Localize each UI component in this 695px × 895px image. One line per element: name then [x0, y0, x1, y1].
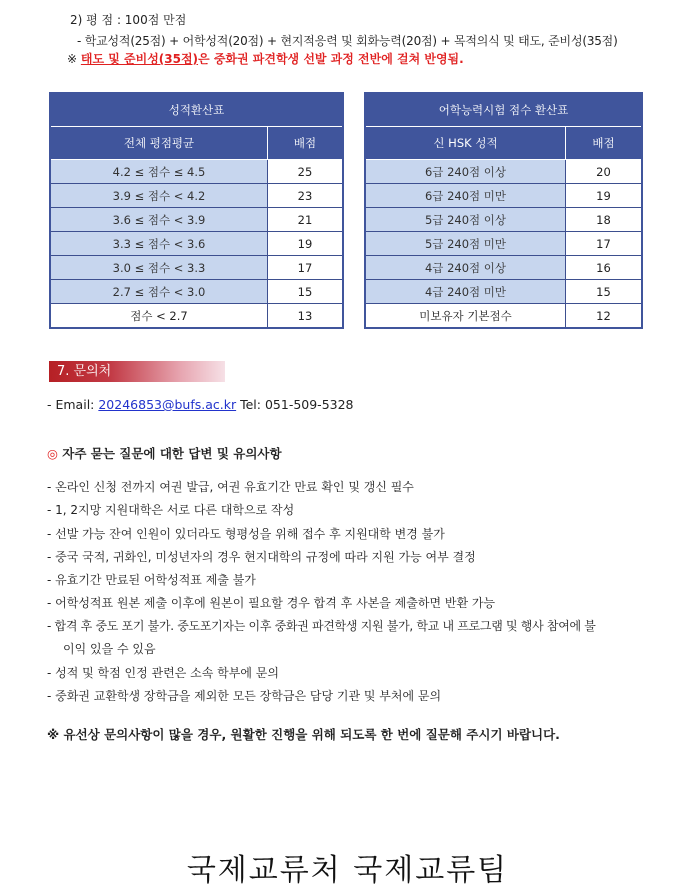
hsk-level: 5급 240점 이상 — [365, 208, 566, 232]
faq-item: - 합격 후 중도 포기 불가. 중도포기자는 이후 중화권 파견학생 지원 불가, 학교 내 프로그램 및 행사 참여에 불 — [47, 619, 596, 633]
hsk-level: 4급 240점 이상 — [365, 256, 566, 280]
hsk-score: 12 — [566, 304, 643, 329]
table-row — [50, 184, 343, 208]
lang-score-col-header: 배점 — [566, 127, 643, 160]
table-row — [50, 208, 343, 232]
hsk-score: 18 — [566, 208, 643, 232]
gpa-range: 점수 < 2.7 — [50, 304, 268, 329]
hsk-level: 5급 240점 미만 — [365, 232, 566, 256]
gpa-range: 2.7 ≤ 점수 < 3.0 — [50, 280, 268, 304]
contact-prefix: - Email: — [47, 397, 99, 412]
hsk-level: 4급 240점 미만 — [365, 280, 566, 304]
section-7-header: 7. 문의처 — [49, 361, 225, 382]
table-row — [50, 280, 343, 304]
hsk-level: 6급 240점 미만 — [365, 184, 566, 208]
table-row — [365, 256, 642, 280]
gpa-conversion-table — [49, 92, 344, 329]
gpa-score: 23 — [268, 184, 344, 208]
hsk-score: 20 — [566, 160, 643, 184]
table-row — [365, 304, 642, 329]
hsk-score: 16 — [566, 256, 643, 280]
footer-office-name: 국제교류처 국제교류팀 — [186, 853, 509, 888]
faq-heading-text: 자주 묻는 질문에 대한 답변 및 유의사항 — [57, 446, 282, 461]
tel-text: Tel: 051-509-5328 — [236, 397, 354, 412]
email-link[interactable]: 20246853@bufs.ac.kr — [98, 397, 237, 412]
note-rest: 은 중화권 파견학생 선발 과정 전반에 걸쳐 반영됨. — [198, 52, 464, 66]
table-row — [50, 256, 343, 280]
gpa-score-col-header: 배점 — [268, 127, 344, 160]
contact-line — [47, 397, 354, 412]
hsk-score: 17 — [566, 232, 643, 256]
gpa-score: 21 — [268, 208, 344, 232]
faq-item: - 선발 가능 잔여 인원이 있더라도 형평성을 위해 접수 후 지원대학 변경 불가 — [47, 527, 445, 541]
faq-item-continued: 이익 있을 수 있음 — [63, 642, 156, 656]
table-row — [365, 232, 642, 256]
gpa-score: 17 — [268, 256, 344, 280]
gpa-range: 3.0 ≤ 점수 < 3.3 — [50, 256, 268, 280]
hsk-col-header: 신 HSK 성적 — [365, 127, 566, 160]
gpa-range: 4.2 ≤ 점수 ≤ 4.5 — [50, 160, 268, 184]
faq-item: - 중화권 교환학생 장학금을 제외한 모든 장학금은 담당 기관 및 부처에 문의 — [47, 689, 442, 703]
hsk-level: 6급 240점 이상 — [365, 160, 566, 184]
circle-mark-icon: ◎ — [47, 446, 58, 461]
faq-item: - 중국 국적, 귀화인, 미성년자의 경우 현지대학의 규정에 따라 지원 가능 여부 결정 — [47, 550, 476, 564]
note-mark: ※ — [67, 52, 81, 66]
inquiry-note: ※ 유선상 문의사항이 많을 경우, 원활한 진행을 위해 되도록 한 번에 질문해 주시기 바랍니다. — [47, 727, 560, 742]
gpa-range: 3.9 ≤ 점수 < 4.2 — [50, 184, 268, 208]
table-row — [365, 160, 642, 184]
gpa-score: 25 — [268, 160, 344, 184]
table-row — [50, 232, 343, 256]
faq-heading — [47, 444, 282, 462]
score-line-2: - 학교성적(25점) + 어학성적(20점) + 현지적응력 및 회화능력(20점) + 목적의식 및 태도, 준비성(35점) — [77, 34, 618, 48]
table-row — [365, 280, 642, 304]
faq-item: - 유효기간 만료된 어학성적표 제출 불가 — [47, 573, 256, 587]
gpa-table-title: 성적환산표 — [50, 93, 343, 127]
hsk-score: 15 — [566, 280, 643, 304]
score-note — [67, 50, 464, 67]
note-highlight: 태도 및 준비성(35점) — [80, 52, 199, 66]
faq-item: - 성적 및 학점 인정 관련은 소속 학부에 문의 — [47, 666, 279, 680]
gpa-col-header: 전체 평점평균 — [50, 127, 268, 160]
language-conversion-table — [364, 92, 643, 329]
gpa-range: 3.6 ≤ 점수 < 3.9 — [50, 208, 268, 232]
hsk-level: 미보유자 기본점수 — [365, 304, 566, 329]
gpa-score: 19 — [268, 232, 344, 256]
table-row — [50, 160, 343, 184]
table-row — [365, 208, 642, 232]
faq-item: - 온라인 신청 전까지 여권 발급, 여권 유효기간 만료 확인 및 갱신 필수 — [47, 480, 414, 494]
lang-table-title: 어학능력시험 점수 환산표 — [365, 93, 642, 127]
table-row — [365, 184, 642, 208]
gpa-range: 3.3 ≤ 점수 < 3.6 — [50, 232, 268, 256]
gpa-score: 13 — [268, 304, 344, 329]
table-row — [50, 304, 343, 329]
hsk-score: 19 — [566, 184, 643, 208]
faq-item: - 1, 2지망 지원대학은 서로 다른 대학으로 작성 — [47, 503, 295, 517]
gpa-score: 15 — [268, 280, 344, 304]
faq-item: - 어학성적표 원본 제출 이후에 원본이 필요할 경우 합격 후 사본을 제출하면 반환 가능 — [47, 596, 496, 610]
score-line-1: 2) 평 점 : 100점 만점 — [70, 13, 187, 27]
